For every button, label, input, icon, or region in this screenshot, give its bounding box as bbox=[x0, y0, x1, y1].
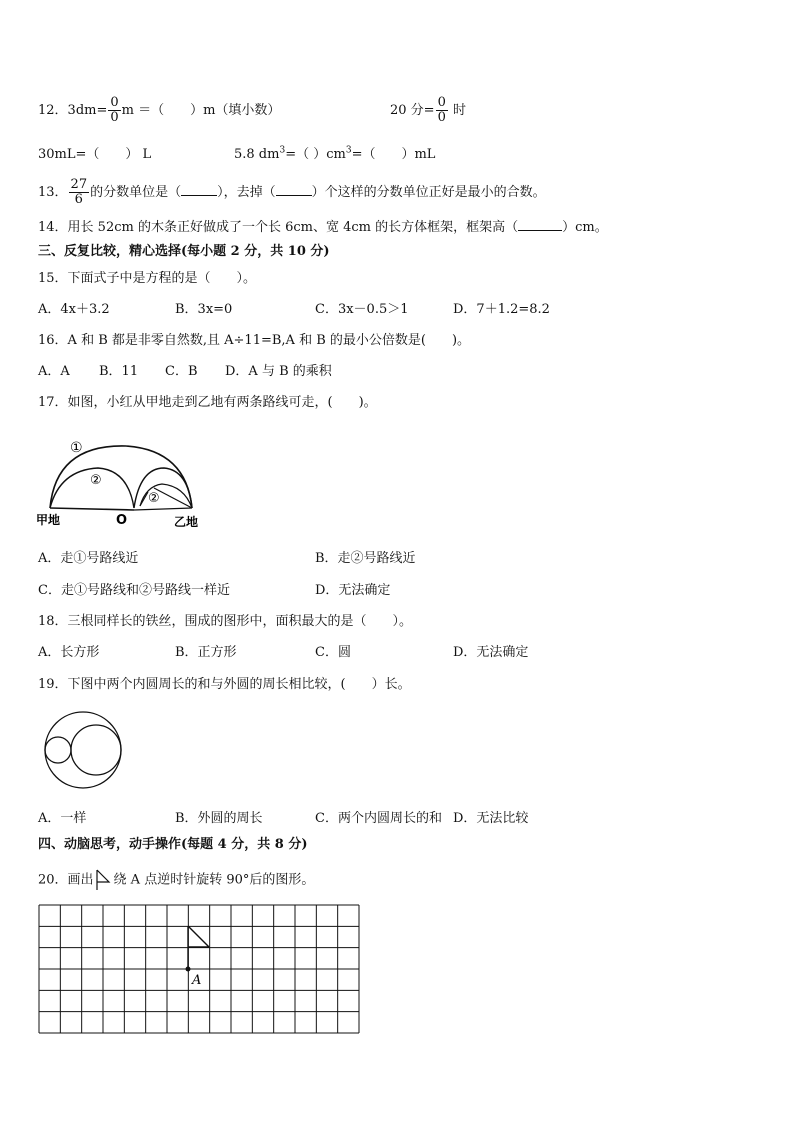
q12-line2-left: 30mL=（ ） L bbox=[38, 147, 152, 162]
option-d[interactable]: D．无法确定 bbox=[315, 583, 391, 598]
q19-stem: 19．下图中两个内圆周长的和与外圆的周长相比较，( ）长。 bbox=[38, 677, 411, 692]
q13: 13． $\frac{27}{6}$ 的分数单位是（ ），去掉（ ）个这样的分数单位正好是最小的合数。 bbox=[38, 177, 546, 207]
q16-stem: 16．A 和 B 都是非零自然数,且 A÷11=B,A 和 B 的最小公倍数是( )。 bbox=[38, 333, 471, 348]
flag-shape-icon bbox=[95, 868, 113, 892]
answer-blank[interactable] bbox=[276, 183, 312, 196]
q12-line2-right: 5.8 $dm^3=$（ ）$cm^3=$（ ）mL bbox=[234, 145, 436, 162]
option-b[interactable]: B．外圆的周长 bbox=[175, 811, 263, 826]
option-a[interactable]: A．A bbox=[38, 364, 70, 379]
outer-circle bbox=[45, 712, 121, 788]
option-c[interactable]: C．走①号路线和②号路线一样近 bbox=[38, 583, 230, 598]
option-d[interactable]: D．无法确定 bbox=[453, 645, 529, 660]
small-inner-circle bbox=[45, 737, 71, 763]
option-c[interactable]: C．B bbox=[165, 364, 198, 379]
point-a-label: A bbox=[192, 973, 202, 988]
route2-label: ② bbox=[90, 473, 102, 488]
q14: 14．用长 52cm 的木条正好做成了一个长 6cm、宽 4cm 的长方体框架，框架高（ ）cm。 bbox=[38, 220, 608, 235]
q12-line1-right: 20 分= $\frac{0}{0}$ 时 bbox=[390, 95, 466, 125]
q15-stem: 15．下面式子中是方程的是（ ）。 bbox=[38, 271, 257, 286]
option-c[interactable]: C．3x－0.5＞1 bbox=[315, 302, 409, 317]
question-number: 13． bbox=[38, 185, 68, 200]
fraction: $\frac{0}{0}$ bbox=[437, 95, 446, 125]
option-b[interactable]: B．11 bbox=[99, 364, 139, 379]
option-c[interactable]: C．圆 bbox=[315, 645, 351, 660]
option-b[interactable]: B．正方形 bbox=[175, 645, 237, 660]
option-d[interactable]: D．无法比较 bbox=[453, 811, 529, 826]
option-c[interactable]: C．两个内圆周长的和 bbox=[315, 811, 442, 826]
fraction: $\frac{27}{6}$ bbox=[70, 177, 88, 207]
option-b[interactable]: B．3x=0 bbox=[175, 302, 233, 317]
large-inner-circle bbox=[71, 725, 121, 775]
option-a[interactable]: A．走①号路线近 bbox=[38, 551, 139, 566]
section-heading: 四、动脑思考，动手操作(每题 4 分，共 8 分) bbox=[38, 837, 308, 852]
circles-figure bbox=[40, 710, 130, 792]
start-label: 甲地 bbox=[36, 513, 61, 527]
q12-line1: 12．3dm= $\frac{0}{0}$ m ＝（ ）m（填小数） bbox=[38, 95, 281, 125]
option-a[interactable]: A．4x＋3.2 bbox=[38, 302, 110, 317]
section-heading: 三、反复比较，精心选择(每小题 2 分，共 10 分) bbox=[38, 244, 330, 259]
option-a[interactable]: A．长方形 bbox=[38, 645, 100, 660]
option-d[interactable]: D．7＋1.2=8.2 bbox=[453, 302, 550, 317]
option-b[interactable]: B．走②号路线近 bbox=[315, 551, 416, 566]
q17-stem: 17．如图，小红从甲地走到乙地有两条路线可走，( )。 bbox=[38, 395, 377, 410]
answer-blank[interactable] bbox=[181, 183, 217, 196]
end-label: 乙地 bbox=[174, 515, 199, 529]
answer-blank[interactable] bbox=[518, 218, 562, 231]
drawing-grid[interactable] bbox=[38, 904, 362, 1036]
option-a[interactable]: A．一样 bbox=[38, 811, 87, 826]
route-figure bbox=[36, 432, 216, 536]
question-number: 12． bbox=[38, 103, 68, 118]
option-d[interactable]: D．A 与 B 的乘积 bbox=[225, 364, 332, 379]
q20-stem: 20．画出 绕 A 点逆时针旋转 90°后的图形。 bbox=[38, 868, 314, 892]
route2-label: ② bbox=[148, 491, 160, 506]
route1-label: ① bbox=[70, 440, 83, 456]
q18-stem: 18．三根同样长的铁丝，围成的图形中，面积最大的是（ ）。 bbox=[38, 614, 413, 629]
point-a bbox=[186, 967, 191, 972]
center-label: O bbox=[116, 513, 128, 528]
fraction: $\frac{0}{0}$ bbox=[110, 95, 119, 125]
